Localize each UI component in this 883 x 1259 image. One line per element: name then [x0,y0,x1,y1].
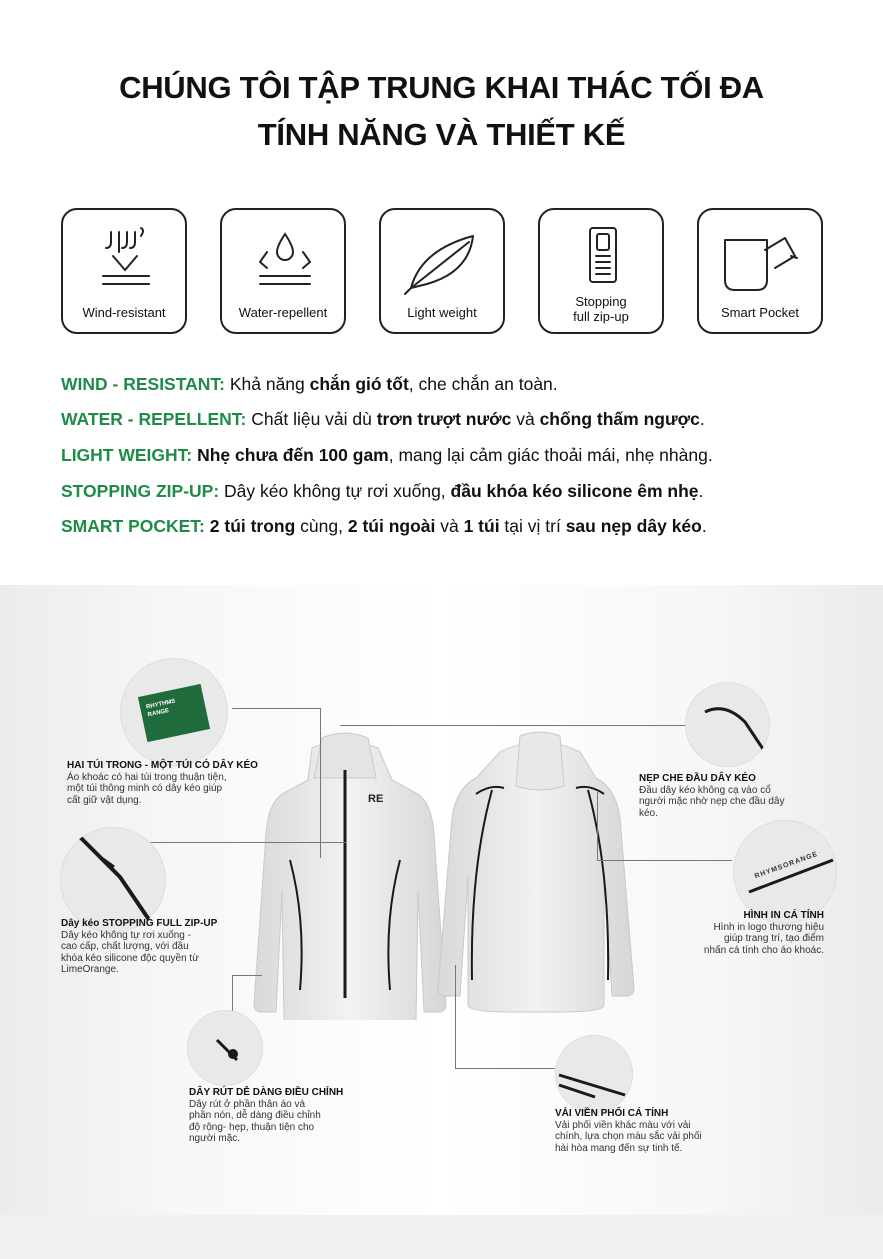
note-drawstring: DÂY RÚT DỄ DÀNG ĐIỀU CHỈNH Dây rút ở phần thân áo và phần nón, dễ dàng điều chỉnh độ rộng- hẹp, thuận tiện cho người mặc. [189,1087,344,1144]
front-logo: RE [368,793,384,805]
detail-circle-label [120,658,228,766]
feature-stopping-zip [538,208,664,334]
detail-circle-drawstring [187,1010,263,1086]
guide-line [597,792,598,860]
guide-line [455,965,456,1068]
desc-zip: STOPPING ZIP-UP: Dây kéo không tự rơi xuống, đầu khóa kéo silicone êm nhẹ. [61,481,704,501]
detail-circle-flap [685,682,770,767]
guide-line [597,860,732,861]
feature-label: Smart Pocket [720,305,800,320]
feature-smart-pocket [697,208,823,334]
guide-line [455,1068,555,1069]
feature-light-weight [379,208,505,334]
detail-circle-piping [555,1035,633,1113]
page-title-line1: CHÚNG TÔI TẬP TRUNG KHAI THÁC TỐI ĐA [119,70,764,105]
guide-line [340,725,700,726]
guide-line [320,708,321,858]
note-print: HÌNH IN CÁ TÍNH Hình in logo thương hiệu giúp trang trí, tạo điểm nhấn cá tính cho áo khoác. [703,910,824,956]
feature-label-line2: full zip-up [573,309,629,324]
detail-circle-print [733,820,837,924]
note-pockets: HAI TÚI TRONG - MỘT TÚI CÓ DÂY KÉO Áo khoác có hai túi trong thuận tiện, một túi thông minh có dây kéo giúp cất giữ vật dụng. [67,760,258,806]
feature-label-line1: Stopping [575,294,627,309]
desc-pocket: SMART POCKET: 2 túi trong cùng, 2 túi ngoài và 1 túi tại vị trí sau nẹp dây kéo. [61,516,707,536]
desc-water: WATER - REPELLENT: Chất liệu vải dù trơn trượt nước và chống thấm ngược. [61,409,705,429]
photo-floor [0,1215,883,1259]
feature-label: Wind-resistant [82,305,166,320]
brand-tag-text: RANGE [147,708,170,719]
feature-label [540,294,662,324]
print-text: RHYMSORANGE [753,850,820,881]
feature-wind-resistant [61,208,187,334]
jacket-front [254,733,446,1020]
brand-tag [138,684,210,742]
feature-water-repellent [220,208,346,334]
jacket-back [438,732,634,1012]
note-zipper: Dây kéo STOPPING FULL ZIP-UP Dây kéo không tự rơi xuống - cao cấp, chất lượng, với đầu khóa kéo silicone độc quyền từ LimeOrange. [61,918,218,975]
page-title-line2: TÍNH NĂNG VÀ THIẾT KẾ [257,117,626,152]
note-flap: NẸP CHE ĐẦU DÂY KÉO Đầu dây kéo không cạ vào cổ người mặc nhờ nẹp che đầu dây kéo. [639,773,785,819]
feature-label: Water-repellent [238,305,328,320]
feature-label: Light weight [407,305,477,320]
guide-line [232,708,320,709]
desc-wind: WIND - RESISTANT: Khả năng chắn gió tốt, che chắn an toàn. [61,374,558,394]
brand-tag-text: RHYTHMS [145,698,176,711]
note-piping: VẢI VIỀN PHỐI CÁ TÍNH Vải phối viền khác màu với vải chính, lựa chọn màu sắc vải phối hài hòa mang đến sự tinh tế. [555,1108,702,1154]
guide-line [128,842,346,843]
jacket-illustration [230,730,650,1020]
desc-light: LIGHT WEIGHT: Nhẹ chưa đến 100 gam, mang lại cảm giác thoải mái, nhẹ nhàng. [61,445,713,465]
